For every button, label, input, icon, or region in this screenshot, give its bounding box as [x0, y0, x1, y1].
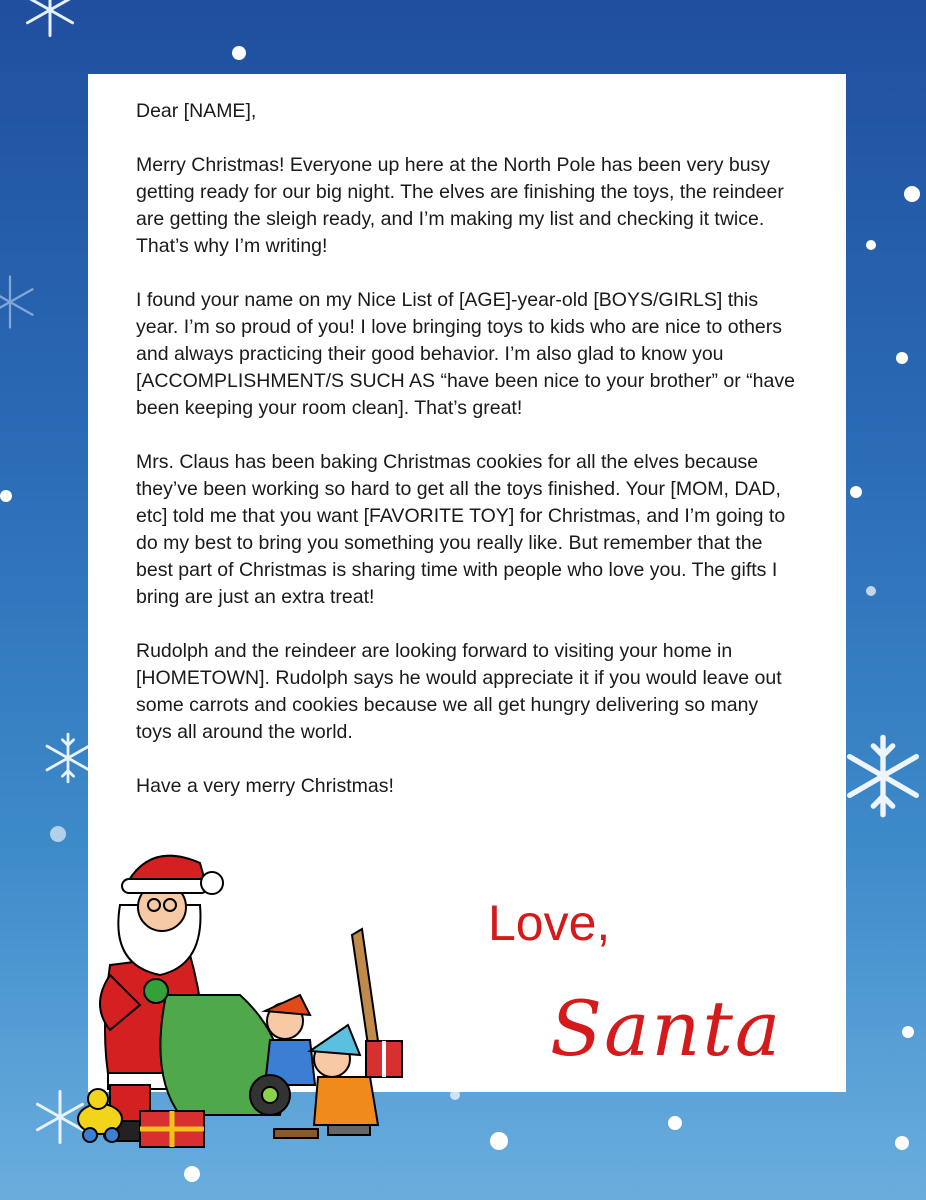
greeting: Dear [NAME], — [136, 100, 257, 122]
snow-dot — [490, 1132, 508, 1150]
snow-dot — [184, 1166, 200, 1182]
snow-dot — [50, 826, 66, 842]
snow-dot — [866, 240, 876, 250]
paragraph-2: I found your name on my Nice List of [AGE]-year-old [BOYS/GIRLS] this year. I’m so proud of you! I love bringing toys to kids who are nice to others and always practicing their good behavior. I’m also glad to know you [ACCOMPLISHMENT/S SUCH AS “have been nice to your brother” or “have been keeping your room clean]. That’s great! — [136, 289, 795, 419]
snow-dot — [866, 586, 876, 596]
snow-dot — [904, 186, 920, 202]
signature: Santa — [550, 984, 783, 1073]
snow-dot — [668, 1116, 682, 1130]
snow-dot — [232, 46, 246, 60]
santa-clipart-icon — [70, 845, 420, 1165]
paragraph-3: Mrs. Claus has been baking Christmas cookies for all the elves because they’ve been working so hard to get all the toys finished. Your [MOM, DAD, etc] told me that you want [FAVORITE TOY] for Christmas, and I’m going to do my best to bring you something you really like. But remember that the best part of Christmas is sharing time with people who love you. The gifts I bring are just an extra treat! — [136, 451, 786, 608]
snow-dot — [850, 486, 862, 498]
snow-dot — [0, 490, 12, 502]
snow-dot — [895, 1136, 909, 1150]
paragraph-4: Rudolph and the reindeer are looking forward to visiting your home in [HOMETOWN]. Rudolph says he would appreciate it if you would leave out some carrots and cookies because we all get hungry delivering so many toys all around the world. — [136, 640, 782, 743]
paragraph-1: Merry Christmas! Everyone up here at the North Pole has been very busy getting ready for our big night. The elves are finishing the toys, the reindeer are getting the sleigh ready, and I’m making my list and checking it twice. That’s why I’m writing! — [136, 154, 784, 257]
snowflake-icon — [10, 0, 90, 40]
snow-dot — [902, 1026, 914, 1038]
signoff: Love, — [488, 895, 611, 951]
letter-body — [136, 98, 796, 827]
closing-line: Have a very merry Christmas! — [136, 775, 394, 797]
snowflake-icon — [0, 262, 40, 342]
snow-dot — [896, 352, 908, 364]
snowflake-icon — [840, 716, 926, 836]
